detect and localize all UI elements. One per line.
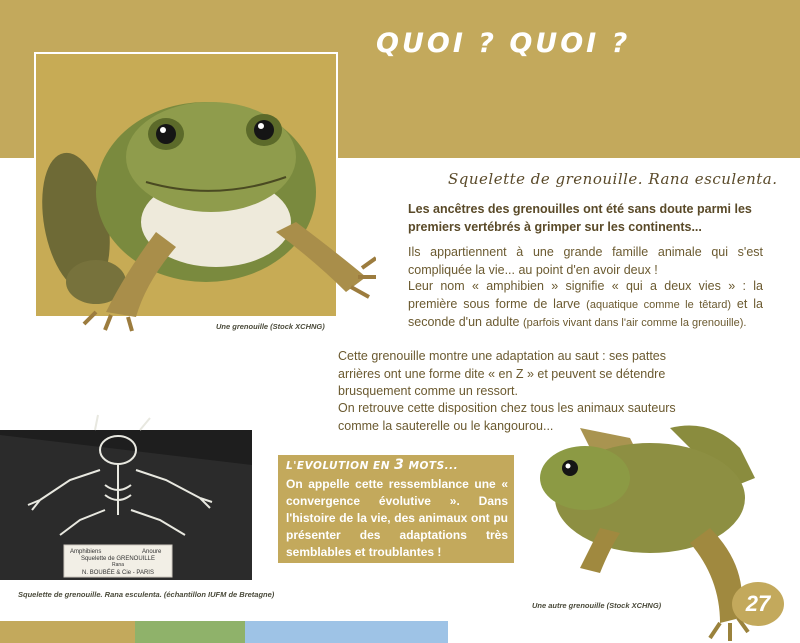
section-subtitle: Squelette de grenouille. Rana esculenta. xyxy=(448,170,778,188)
p2-aside-1: (aquatique comme le têtard) xyxy=(586,298,732,311)
page-title: QUOI ? QUOI ? xyxy=(376,28,631,59)
evo-heading-a: L'EVOLUTION EN xyxy=(286,460,390,472)
evo-heading-b: MOTS... xyxy=(408,460,459,472)
evolution-box xyxy=(278,455,514,563)
skeleton-caption: Squelette de grenouille. Rana esculenta. (échantillon IUFM de Bretagne) xyxy=(18,590,275,599)
lead-paragraph: Les ancêtres des grenouilles ont été sans doute parmi les premiers vertébrés à grimper sur les continents... xyxy=(408,202,752,234)
p2-aside-2: (parfois vivant dans l'air comme la grenouille). xyxy=(523,317,747,329)
paragraph-4: On retrouve cette disposition chez tous les animaux sauteurs comme la sauterelle ou le kangourou... xyxy=(338,401,676,433)
frog-photo xyxy=(36,72,376,332)
p2-mid: et la seconde d'un adulte xyxy=(408,296,763,329)
footer-bar-gold xyxy=(0,621,135,643)
skeleton-photo xyxy=(0,410,252,580)
paragraph-1: Ils appartiennent à une grande famille animale qui s'est compliquée la vie... au point d'en avoir deux ! xyxy=(408,245,763,277)
evolution-body: On appelle cette ressemblance une « convergence évolutive ». Dans l'histoire de la vie, des animaux ont pu présenter des adaptations très semblables et troublantes ! xyxy=(286,477,508,559)
page-number: 27 xyxy=(732,582,784,626)
photo2-caption: Une autre grenouille (Stock XCHNG) xyxy=(532,601,662,610)
footer-bar-blue xyxy=(245,621,448,643)
skeleton-label-l2: Squelette de GRENOUILLE xyxy=(80,556,156,562)
skeleton-label-l4: N. BOUBÉE & Cie - PARIS xyxy=(82,570,154,576)
p2-start: Leur nom « amphibien » signifie « qui a deux vies » : la première sous forme de larve xyxy=(408,279,763,311)
evo-heading-num: 3 xyxy=(394,457,405,473)
paragraph-2 xyxy=(408,278,763,333)
paragraph-3: Cette grenouille montre une adaptation au saut : ses pattes arrières ont une forme dite « en Z » et peuvent se détendre brusquement comme un ressort. xyxy=(338,349,666,398)
skeleton-label-l1b: Anoure xyxy=(142,549,162,555)
skeleton-label-l1a: Amphibiens xyxy=(70,549,102,555)
footer-bar-green xyxy=(135,621,245,643)
evolution-heading xyxy=(286,457,458,473)
skeleton-label-l3: Rana xyxy=(112,562,124,568)
photo1-caption: Une grenouille (Stock XCHNG) xyxy=(216,322,325,331)
